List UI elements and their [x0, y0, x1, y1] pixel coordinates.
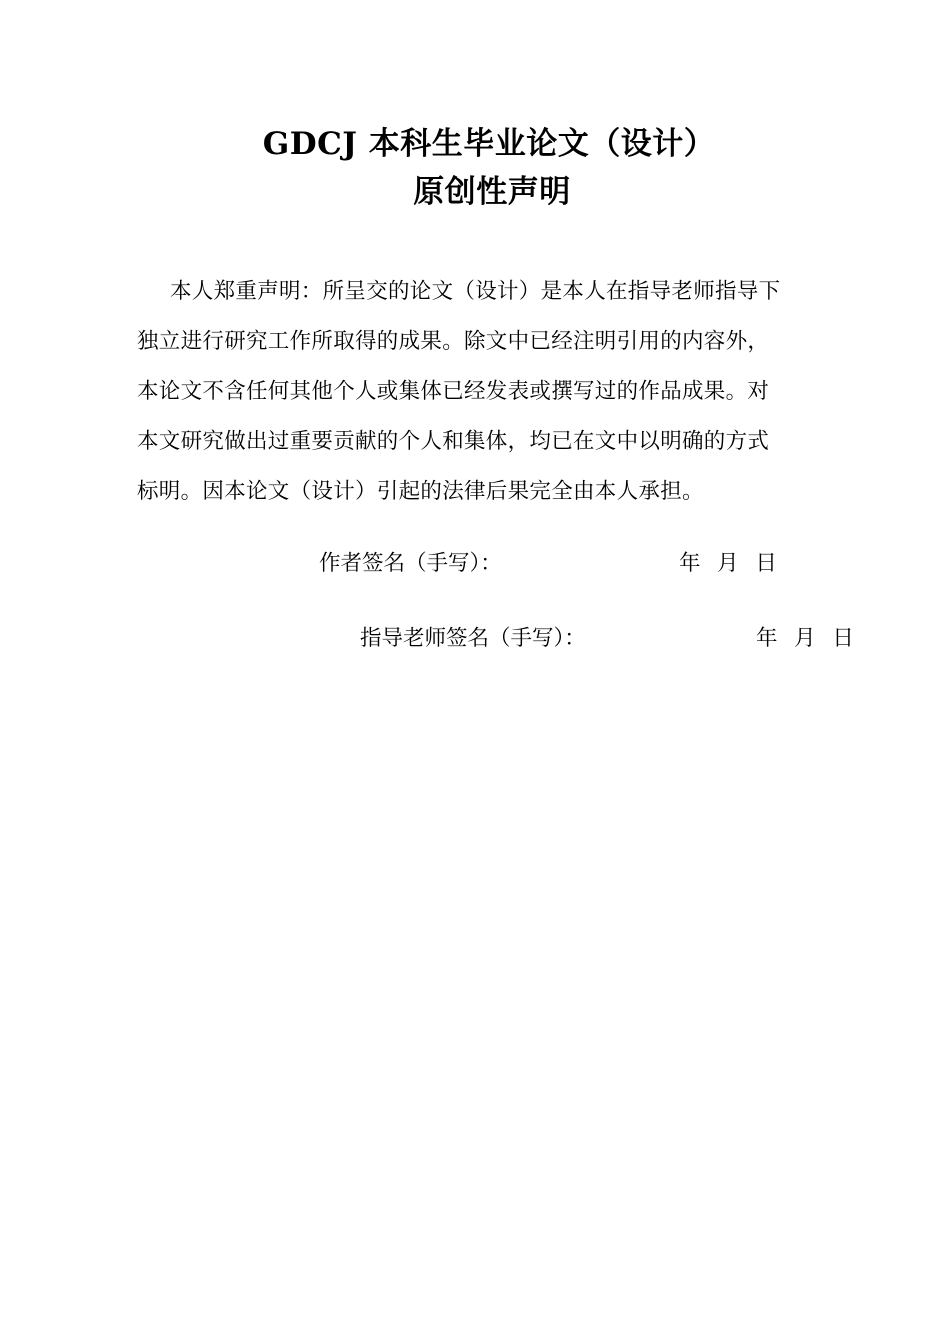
author-signature-label: 作者签名（手写）： — [319, 551, 502, 576]
author-signature-date: 年 月 日 — [679, 551, 778, 576]
declaration-line: 标明。因本论文（设计）引起的法律后果完全由本人承担。 — [137, 479, 704, 504]
document-title: GDCJ 本科生毕业论文（设计） — [262, 126, 716, 162]
declaration-line: 本人郑重声明：所呈交的论文（设计）是本人在指导老师指导下 — [170, 279, 781, 304]
document-subtitle: 原创性声明 — [413, 174, 571, 210]
declaration-line: 本文研究做出过重要贡献的个人和集体，均已在文中以明确的方式 — [137, 429, 770, 454]
declaration-line: 本论文不含任何其他个人或集体已经发表或撰写过的作品成果。对 — [137, 379, 770, 404]
advisor-signature-date: 年 月 日 — [756, 626, 855, 651]
advisor-signature-label: 指导老师签名（手写）： — [360, 626, 586, 651]
declaration-line: 独立进行研究工作所取得的成果。除文中已经注明引用的内容外， — [137, 329, 770, 354]
